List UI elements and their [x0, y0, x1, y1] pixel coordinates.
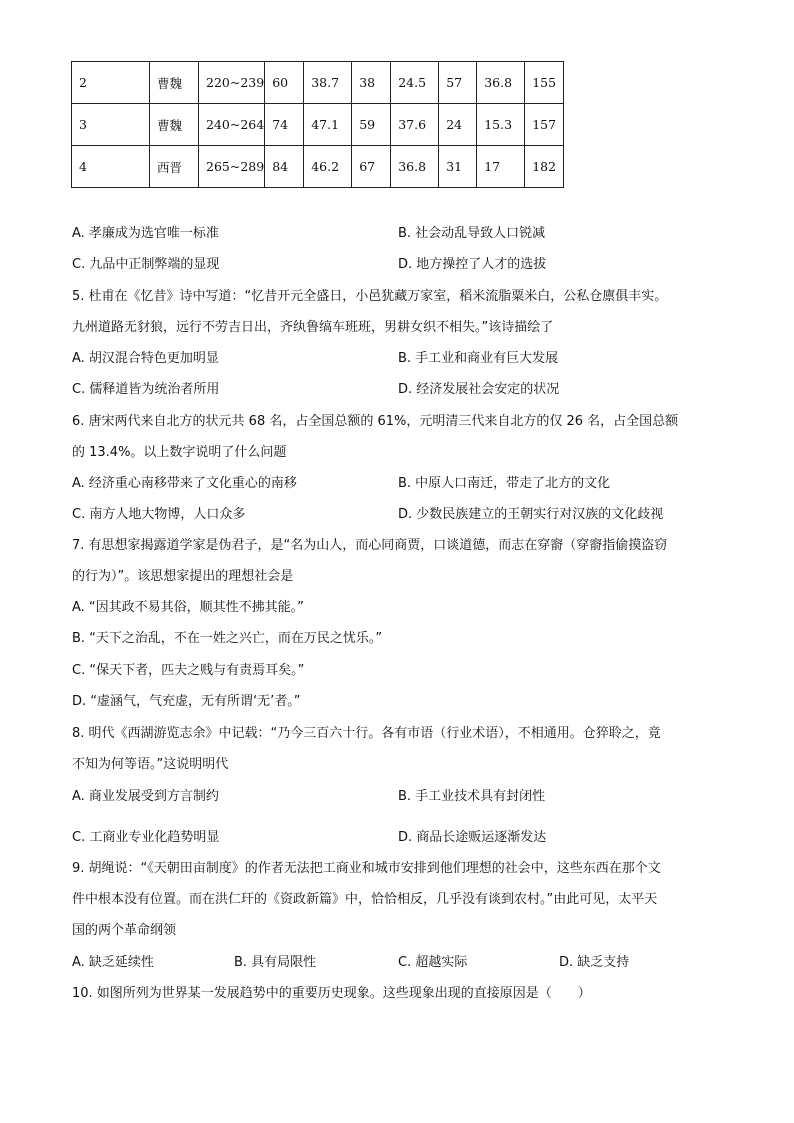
q8-option-c: C. 工商业专业化趋势明显: [72, 830, 220, 845]
table-row: [72, 104, 564, 146]
q6-stem-line1: 6. 唐宋两代来自北方的状元共 68 名，占全国总额的 61%，元明清三代来自北方的仅 26 名，占全国总额: [72, 414, 679, 429]
table-cell: 3: [72, 104, 150, 146]
table-cell: 4: [72, 146, 150, 188]
q6-option-a: A. 经济重心南移带来了文化重心的南移: [72, 476, 297, 491]
table-cell: 84: [265, 146, 304, 188]
q6-stem-line2: 的 13.4%。以上数字说明了什么问题: [72, 445, 287, 460]
q6-option-d: D. 少数民族建立的王朝实行对汉族的文化歧视: [398, 507, 664, 522]
q6-option-c: C. 南方人地大物博，人口众多: [72, 507, 246, 522]
table-cell: 31: [439, 146, 477, 188]
q7-option-d: D. “虚涵气，气充虚，无有所谓‘无’者。”: [72, 694, 301, 709]
table-cell: 2: [72, 62, 150, 104]
table-cell: 46.2: [304, 146, 352, 188]
table-cell: 15.3: [477, 104, 525, 146]
table-cell: 47.1: [304, 104, 352, 146]
table-cell: 36.8: [477, 62, 525, 104]
table-cell: 157: [525, 104, 564, 146]
table-cell: 220~239: [199, 62, 265, 104]
q4-option-b: B. 社会动乱导致人口锐减: [398, 226, 546, 241]
table-cell: 曹魏: [150, 104, 199, 146]
table-cell: 155: [525, 62, 564, 104]
table-cell: 182: [525, 146, 564, 188]
q7-option-a: A. “因其政不易其俗，顺其性不拂其能。”: [72, 600, 304, 615]
table-cell: 17: [477, 146, 525, 188]
population-table: [71, 61, 564, 188]
q7-option-b: B. “天下之治乱，不在一姓之兴亡，而在万民之忧乐。”: [72, 631, 383, 646]
table-cell: 36.8: [391, 146, 439, 188]
table-cell: 曹魏: [150, 62, 199, 104]
q5-option-b: B. 手工业和商业有巨大发展: [398, 351, 559, 366]
q9-stem-line3: 国的两个革命纲领: [72, 923, 177, 938]
q8-option-d: D. 商品长途贩运逐渐发达: [398, 830, 547, 845]
q10-stem-line1: 10. 如图所列为世界某一发展趋势中的重要历史现象。这些现象出现的直接原因是（ ）: [72, 986, 591, 1001]
q6-option-b: B. 中原人口南迁，带走了北方的文化: [398, 476, 611, 491]
q7-stem-line2: 的行为）”。该思想家提出的理想社会是: [72, 569, 294, 584]
q5-option-c: C. 儒释道皆为统治者所用: [72, 382, 220, 397]
q5-option-a: A. 胡汉混合特色更加明显: [72, 351, 219, 366]
q8-option-b: B. 手工业技术具有封闭性: [398, 789, 546, 804]
q7-stem-line1: 7. 有思想家揭露道学家是伪君子，是“名为山人，而心同商贾，口谈道德，而志在穿窬（穿窬指偷摸盗窃: [72, 538, 668, 553]
table-cell: 59: [352, 104, 391, 146]
q7-option-c: C. “保天下者，匹夫之贱与有责焉耳矣。”: [72, 663, 305, 678]
q4-option-a: A. 孝廉成为选官唯一标准: [72, 226, 219, 241]
table-cell: 37.6: [391, 104, 439, 146]
q4-option-c: C. 九品中正制弊端的显现: [72, 257, 220, 272]
table-cell: 24: [439, 104, 477, 146]
table-cell: 38.7: [304, 62, 352, 104]
q4-option-d: D. 地方操控了人才的选拔: [398, 257, 547, 272]
table-cell: 60: [265, 62, 304, 104]
table-row: [72, 146, 564, 188]
q9-option-d: D. 缺乏支持: [559, 955, 630, 970]
q8-stem-line1: 8. 明代《西湖游览志余》中记载：“乃今三百六十行。各有市语（行业术语），不相通用。仓猝聆之，竟: [72, 726, 661, 741]
table-cell: 265~289: [199, 146, 265, 188]
q9-stem-line2: 件中根本没有位置。而在洪仁玕的《资政新篇》中，恰恰相反，几乎没有谈到农村。”由此可见，太平天: [72, 892, 658, 907]
q8-stem-line2: 不知为何等语。”这说明明代: [72, 757, 229, 772]
table-cell: 57: [439, 62, 477, 104]
q5-stem-line2: 九州道路无豺狼，远行不劳吉日出，齐纨鲁缟车班班，男耕女织不相失。”该诗描绘了: [72, 320, 554, 335]
q9-option-a: A. 缺乏延续性: [72, 955, 154, 970]
table-body: [72, 62, 564, 188]
table-cell: 38: [352, 62, 391, 104]
q9-option-b: B. 具有局限性: [234, 955, 317, 970]
q5-option-d: D. 经济发展社会安定的状况: [398, 382, 560, 397]
q9-stem-line1: 9. 胡绳说：“《天朝田亩制度》的作者无法把工商业和城市安排到他们理想的社会中，这些东西在那个文: [72, 861, 661, 876]
table-cell: 24.5: [391, 62, 439, 104]
table-row: [72, 62, 564, 104]
table-cell: 西晋: [150, 146, 199, 188]
q5-stem-line1: 5. 杜甫在《忆昔》诗中写道：“忆昔开元全盛日，小邑犹藏万家室，稻米流脂粟米白，公私仓廪俱丰实。: [72, 289, 668, 304]
table-cell: 67: [352, 146, 391, 188]
q9-option-c: C. 超越实际: [398, 955, 468, 970]
table-cell: 74: [265, 104, 304, 146]
q8-option-a: A. 商业发展受到方言制约: [72, 789, 219, 804]
table-cell: 240~264: [199, 104, 265, 146]
